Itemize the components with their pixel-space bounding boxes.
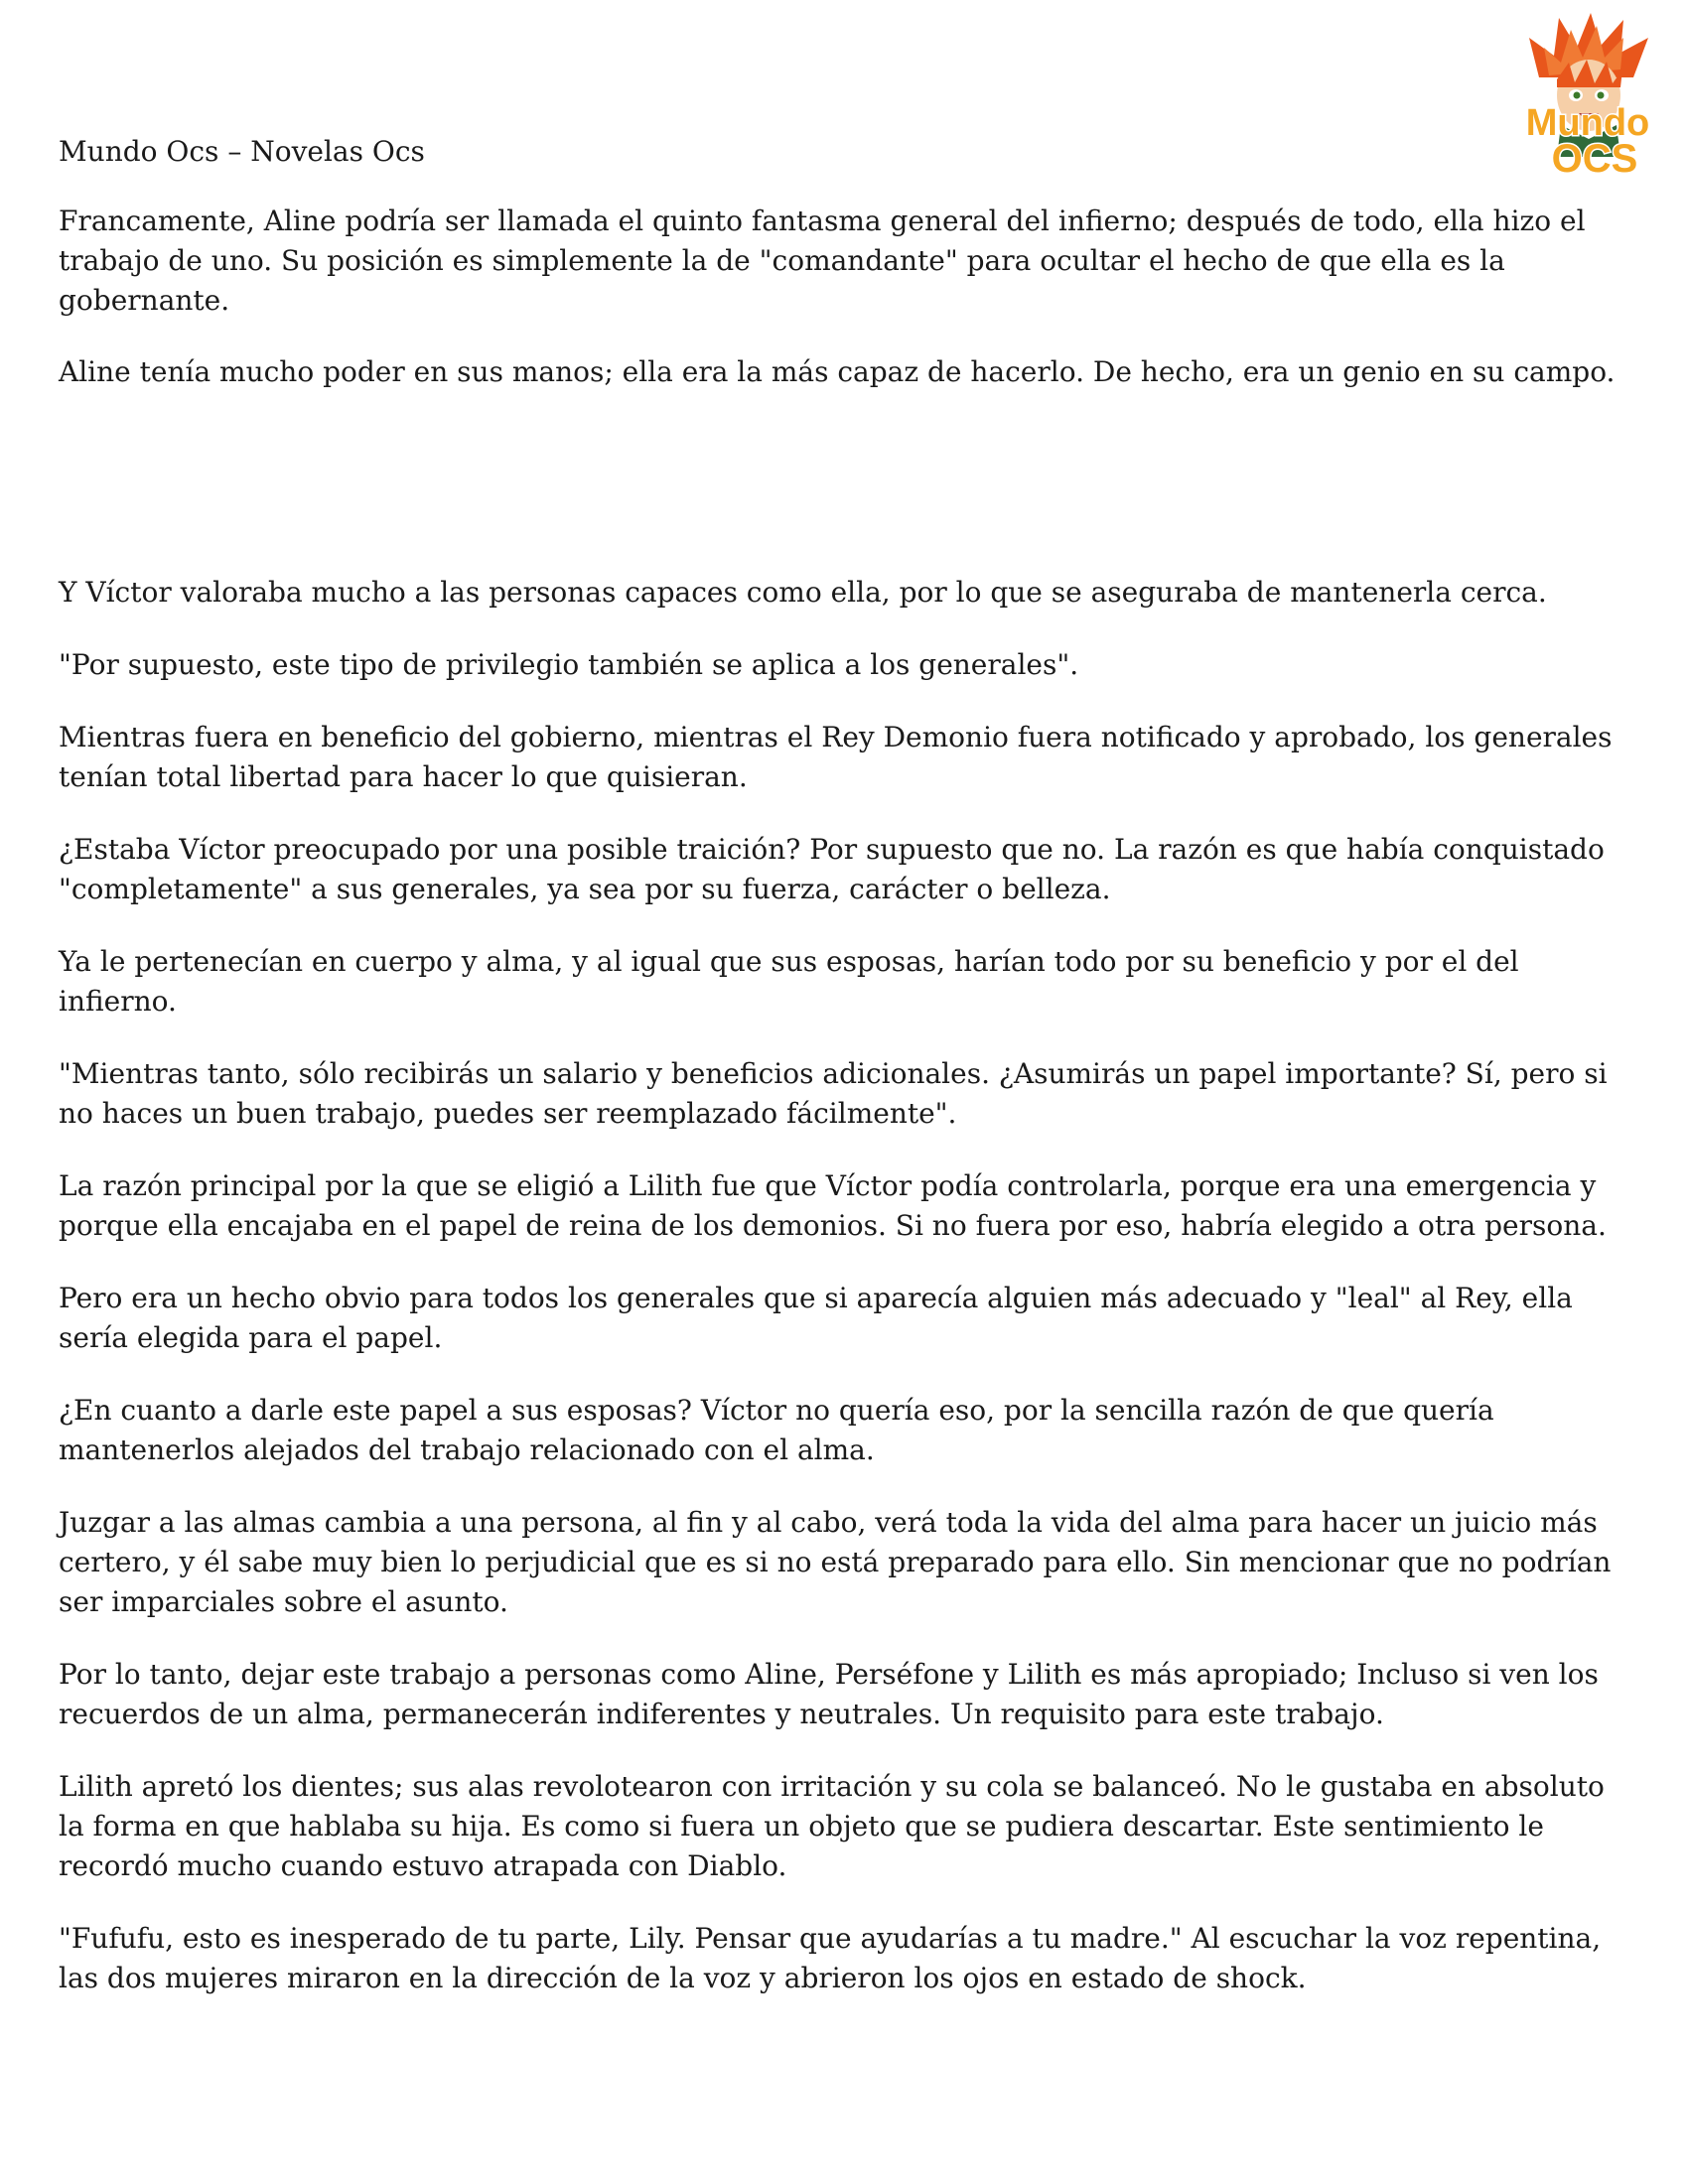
paragraph: Pero era un hecho obvio para todos los generales que si aparecía alguien más adecuado y "leal" al Rey, ella sería elegida para el papel. (59, 1282, 1573, 1354)
mundo-ocs-logo-icon (1499, 8, 1676, 185)
page-header: Mundo Ocs – Novelas Ocs (59, 135, 425, 168)
paragraph: "Fufufu, esto es inesperado de tu parte, Lily. Pensar que ayudarías a tu madre." Al escuchar la voz repentina, las dos mujeres miraron en la dirección de la voz y abrieron los ojos en estado de shock. (59, 1922, 1602, 1994)
logo-text-bottom: OCS (1551, 137, 1638, 181)
paragraph: ¿Estaba Víctor preocupado por una posible traición? Por supuesto que no. La razón es que había conquistado "completamente" a sus generales, ya sea por su fuerza, carácter o belleza. (59, 833, 1605, 905)
paragraph: La razón principal por la que se eligió a Lilith fue que Víctor podía controlarla, porque era una emergencia y porque ella encajaba en el papel de reina de los demonios. Si no fuera por eso, habría elegido a otra persona. (59, 1169, 1607, 1242)
paragraph: ¿En cuanto a darle este papel a sus esposas? Víctor no quería eso, por la sencilla razón de que quería mantenerlos alejados del trabajo relacionado con el alma. (59, 1394, 1494, 1466)
paragraph: Ya le pertenecían en cuerpo y alma, y al igual que sus esposas, harían todo por su beneficio y por el del infierno. (59, 945, 1519, 1018)
paragraph: Por lo tanto, dejar este trabajo a personas como Aline, Perséfone y Lilith es más apropiado; Incluso si ven los recuerdos de un alma, permanecerán indiferentes y neutrales. Un requisito para este trabajo. (59, 1658, 1599, 1730)
paragraph: Juzgar a las almas cambia a una persona, al fin y al cabo, verá toda la vida del alma para hacer un juicio más certero, y él sabe muy bien lo perjudicial que es si no está preparado para ello. Sin mencionar que no podrían ser imparciales sobre el asunto. (59, 1506, 1612, 1618)
text-block-top (59, 202, 1637, 424)
paragraph: Aline tenía mucho poder en sus manos; ella era la más capaz de hacerlo. De hecho, era un genio en su campo. (59, 355, 1616, 388)
paragraph: "Mientras tanto, sólo recibirás un salario y beneficios adicionales. ¿Asumirás un papel importante? Sí, pero si no haces un buen trabajo, puedes ser reemplazado fácilmente". (59, 1057, 1608, 1130)
paragraph: "Por supuesto, este tipo de privilegio también se aplica a los generales". (59, 648, 1079, 681)
paragraph: Y Víctor valoraba mucho a las personas capaces como ella, por lo que se aseguraba de mantenerla cerca. (59, 576, 1547, 609)
logo-text-top: Mundo (1525, 102, 1650, 144)
paragraph: Mientras fuera en beneficio del gobierno, mientras el Rey Demonio fuera notificado y aprobado, los generales tenían total libertad para hacer lo que quisieran. (59, 721, 1613, 793)
paragraph: Francamente, Aline podría ser llamada el quinto fantasma general del infierno; después de todo, ella hizo el trabajo de uno. Su posición es simplemente la de "comandante" para ocultar el hecho de que ella es la gobernante. (59, 205, 1586, 317)
paragraph: Lilith apretó los dientes; sus alas revolotearon con irritación y su cola se balanceó. No le gustaba en absoluto la forma en que hablaba su hija. Es como si fuera un objeto que se pudiera descartar. Este sentimiento le recordó mucho cuando estuvo atrapada con Diablo. (59, 1770, 1605, 1882)
text-block-bottom (59, 573, 1637, 2031)
